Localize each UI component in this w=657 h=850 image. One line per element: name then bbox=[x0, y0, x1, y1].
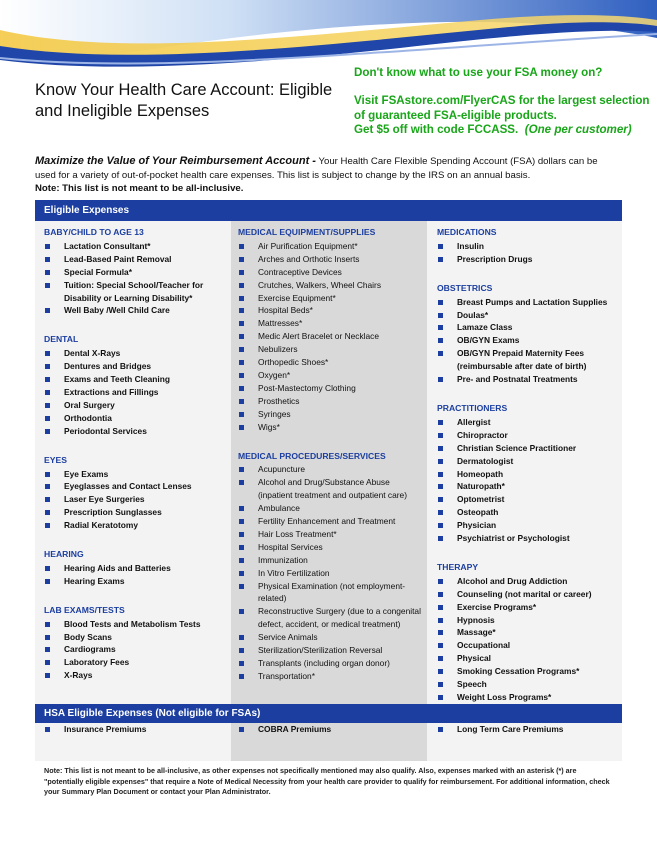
list-item: Oxygen* bbox=[238, 369, 424, 382]
list-item: Eyeglasses and Contact Lenses bbox=[44, 480, 228, 493]
page-title: Know Your Health Care Account: Eligible and Ineligible Expenses bbox=[35, 81, 333, 120]
list-item: Mattresses* bbox=[238, 317, 424, 330]
list-item: Orthodontia bbox=[44, 412, 228, 425]
list-item: Exercise Programs* bbox=[437, 601, 619, 614]
list-item: Hearing Aids and Batteries bbox=[44, 562, 228, 575]
list-item: Prescription Sunglasses bbox=[44, 506, 228, 519]
hsa-item-insurance-premiums: Insurance Premiums bbox=[44, 724, 146, 734]
list-item: Alcohol and Drug Addiction bbox=[437, 575, 619, 588]
list-item: OB/GYN Prepaid Maternity Fees (reimbursable after date of birth) bbox=[437, 347, 619, 373]
list-item: Fertility Enhancement and Treatment bbox=[238, 515, 424, 528]
intro-paragraph bbox=[35, 155, 620, 196]
list-item: Lactation Consultant* bbox=[44, 240, 228, 253]
list-item: Hair Loss Treatment* bbox=[238, 528, 424, 541]
section-title-eyes: EYES bbox=[44, 454, 67, 465]
hsa-item-cobra-premiums: COBRA Premiums bbox=[238, 724, 331, 734]
list-item: Periodontal Services bbox=[44, 425, 228, 438]
list-item: Syringes bbox=[238, 408, 424, 421]
list-item: Contraceptive Devices bbox=[238, 266, 424, 279]
list-item: Hypnosis bbox=[437, 614, 619, 627]
list-item: Prescription Drugs bbox=[437, 253, 619, 266]
list-item: Medic Alert Bracelet or Necklace bbox=[238, 330, 424, 343]
list-item: Hearing Exams bbox=[44, 575, 228, 588]
list-item: Ambulance bbox=[238, 502, 424, 515]
eligible-column-1 bbox=[44, 226, 228, 682]
list-item: Body Scans bbox=[44, 631, 228, 644]
section-title-therapy: THERAPY bbox=[437, 561, 479, 572]
list-item: Physical bbox=[437, 652, 619, 665]
eligible-column-2 bbox=[238, 226, 424, 683]
list-item: Tuition: Special School/Teacher for Disability or Learning Disability* bbox=[44, 279, 228, 305]
list-item: Radial Keratotomy bbox=[44, 519, 228, 532]
list-item: Service Animals bbox=[238, 631, 424, 644]
promo-code-line bbox=[354, 123, 654, 137]
list-item: Wigs* bbox=[238, 421, 424, 434]
list-item: Optometrist bbox=[437, 493, 619, 506]
list-item: Blood Tests and Metabolism Tests bbox=[44, 618, 228, 631]
hsa-expenses-header bbox=[35, 704, 622, 723]
list-item: Prosthetics bbox=[238, 395, 424, 408]
list-item: Lead-Based Paint Removal bbox=[44, 253, 228, 266]
list-item: Weight Loss Programs* bbox=[437, 691, 619, 704]
list-item: X-Rays bbox=[44, 669, 228, 682]
list-item: Eye Exams bbox=[44, 468, 228, 481]
list-item: Chiropractor bbox=[437, 429, 619, 442]
promo-code: Get $5 off with code FCCASS. bbox=[354, 123, 519, 137]
list-item: Dental X-Rays bbox=[44, 347, 228, 360]
promo-question: Don't know what to use your FSA money on? bbox=[354, 66, 603, 79]
section-title-lab-exams-tests: LAB EXAMS/TESTS bbox=[44, 604, 125, 615]
list-item: Massage* bbox=[437, 626, 619, 639]
header-swoosh-banner bbox=[0, 0, 657, 70]
list-item: In Vitro Fertilization bbox=[238, 567, 424, 580]
list-item: Hospital Services bbox=[238, 541, 424, 554]
eligible-expenses-heading: Eligible Expenses bbox=[44, 205, 130, 216]
list-item: Occupational bbox=[437, 639, 619, 652]
promo-link-text: Visit FSAstore.com/FlyerCAS for the largest selection of guaranteed FSA-eligible products. bbox=[354, 94, 650, 122]
list-item: Dentures and Bridges bbox=[44, 360, 228, 373]
list-item: Exams and Teeth Cleaning bbox=[44, 373, 228, 386]
section-title-medications: MEDICATIONS bbox=[437, 227, 497, 237]
section-title-medical-equipment-supplies: MEDICAL EQUIPMENT/SUPPLIES bbox=[238, 227, 376, 237]
footer-note: Note: This list is not meant to be all-inclusive, as other expenses not specifically mentioned may also qualify. Also, expenses marked with an asterisk (*) are "potentially eligible expenses" that require a Note of Medical Necessity from your health care provider to qualify for reimbursement. For additional information, check your Summary Plan Document or contact your Plan Administrator. bbox=[44, 766, 610, 796]
section-title-dental: DENTAL bbox=[44, 334, 79, 345]
list-item: Breast Pumps and Lactation Supplies bbox=[437, 296, 619, 309]
list-item: Osteopath bbox=[437, 506, 619, 519]
list-item: Christian Science Practitioner bbox=[437, 442, 619, 455]
intro-lead: Maximize the Value of Your Reimbursement Account - bbox=[35, 155, 316, 167]
list-item: Reconstructive Surgery (due to a congenital defect, accident, or medical treatment) bbox=[238, 605, 424, 631]
list-item: Transportation* bbox=[238, 670, 424, 683]
list-item: Physician bbox=[437, 519, 619, 532]
promo-limit: (One per customer) bbox=[524, 123, 632, 137]
section-title-hearing: HEARING bbox=[44, 549, 84, 560]
intro-note: Note: This list is not meant to be all-inclusive. bbox=[35, 183, 244, 195]
list-item: Laboratory Fees bbox=[44, 656, 228, 669]
list-item: Special Formula* bbox=[44, 266, 228, 279]
list-item: Crutches, Walkers, Wheel Chairs bbox=[238, 279, 424, 292]
hsa-expenses-heading: HSA Eligible Expenses (Not eligible for FSAs) bbox=[44, 708, 261, 719]
list-item: Alcohol and Drug/Substance Abuse (inpatient treatment and outpatient care) bbox=[238, 476, 424, 502]
list-item: Laser Eye Surgeries bbox=[44, 493, 228, 506]
eligible-expenses-header bbox=[35, 200, 622, 221]
section-title-obstetrics: OBSTETRICS bbox=[437, 282, 493, 293]
list-item: Acupuncture bbox=[238, 463, 424, 476]
list-item: Orthopedic Shoes* bbox=[238, 356, 424, 369]
list-item: Naturopath* bbox=[437, 480, 619, 493]
eligible-column-3 bbox=[437, 226, 619, 704]
list-item: Hospital Beds* bbox=[238, 304, 424, 317]
list-item: Arches and Orthotic Inserts bbox=[238, 253, 424, 266]
list-item: Nebulizers bbox=[238, 343, 424, 356]
list-item: Cardiograms bbox=[44, 643, 228, 656]
list-item: Allergist bbox=[437, 416, 619, 429]
list-item: Dermatologist bbox=[437, 455, 619, 468]
hsa-item-long-term-care: Long Term Care Premiums bbox=[437, 724, 563, 734]
list-item: Immunization bbox=[238, 554, 424, 567]
section-title-practitioners: PRACTITIONERS bbox=[437, 402, 508, 413]
list-item: Pre- and Postnatal Treatments bbox=[437, 373, 619, 386]
list-item: Lamaze Class bbox=[437, 321, 619, 334]
list-item: Transplants (including organ donor) bbox=[238, 657, 424, 670]
list-item: Counseling (not marital or career) bbox=[437, 588, 619, 601]
list-item: Homeopath bbox=[437, 468, 619, 481]
list-item: Oral Surgery bbox=[44, 399, 228, 412]
list-item: Doulas* bbox=[437, 309, 619, 322]
list-item: Insulin bbox=[437, 240, 619, 253]
promo-box bbox=[354, 66, 654, 138]
list-item: Exercise Equipment* bbox=[238, 292, 424, 305]
list-item: Post-Mastectomy Clothing bbox=[238, 382, 424, 395]
list-item: Sterilization/Sterilization Reversal bbox=[238, 644, 424, 657]
section-title-baby-child-to-age-13: BABY/CHILD TO AGE 13 bbox=[44, 227, 144, 237]
intro-body: Your Health Care Flexible Spending Account (FSA) dollars can be used for a variety of out-of-pocket health care expenses. This list is subject to change by the IRS on an annual basis. bbox=[35, 156, 598, 181]
list-item: Psychiatrist or Psychologist bbox=[437, 532, 619, 545]
list-item: Speech bbox=[437, 678, 619, 691]
section-title-medical-procedures-services: MEDICAL PROCEDURES/SERVICES bbox=[238, 450, 386, 461]
list-item: OB/GYN Exams bbox=[437, 334, 619, 347]
list-item: Well Baby /Well Child Care bbox=[44, 304, 228, 317]
list-item: Physical Examination (not employment-related) bbox=[238, 580, 424, 606]
list-item: Smoking Cessation Programs* bbox=[437, 665, 619, 678]
list-item: Extractions and Fillings bbox=[44, 386, 228, 399]
list-item: Air Purification Equipment* bbox=[238, 240, 424, 253]
